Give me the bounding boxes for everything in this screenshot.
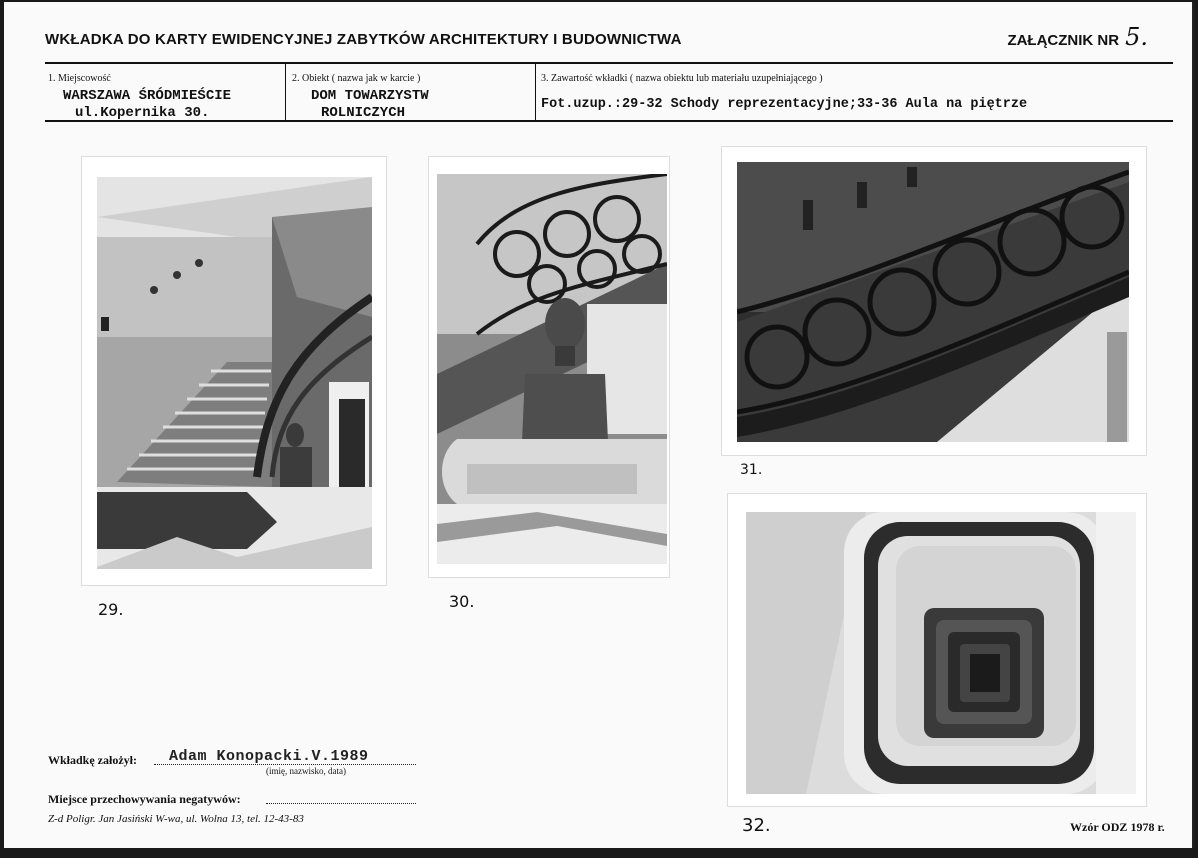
negatives-location-label: Miejsce przechowywania negatywów: [48, 792, 241, 806]
founded-by-hint: (imię, nazwisko, data) [266, 766, 346, 776]
photo-29-caption: 29. [98, 600, 124, 619]
photo-32-stairwell-view [728, 494, 1146, 806]
field-divider [535, 64, 536, 122]
newel-photo-image [437, 174, 667, 564]
negatives-location-line [266, 803, 416, 804]
photo-31-balustrade [722, 147, 1146, 455]
document-title: WKŁADKA DO KARTY EWIDENCYJNEJ ZABYTKÓW ARCHITEKTURY I BUDOWNICTWA [45, 31, 682, 48]
founded-by-label: Wkładkę założył: [48, 753, 137, 767]
stairwell-photo-image [746, 512, 1136, 794]
header-top-rule [45, 62, 1173, 64]
annex-label: ZAŁĄCZNIK NR [1007, 32, 1120, 49]
record-insert-sheet [4, 2, 1194, 848]
object-label: 2. Obiekt ( nazwa jak w karcie ) [292, 73, 421, 84]
object-value-line2: ROLNICZYCH [321, 105, 406, 121]
street-value: ul.Kopernika 30. [75, 105, 210, 121]
locality-label: 1. Miejscowość [48, 73, 111, 84]
form-model-id: Wzór ODZ 1978 r. [1070, 820, 1165, 834]
founded-by-value: Adam Konopacki.V.1989 [169, 748, 369, 765]
contents-value: Fot.uzup.:29-32 Schody reprezentacyjne;33-36 Aula na piętrze [541, 97, 1028, 112]
annex-number [1007, 23, 1148, 51]
printer-imprint: Z-d Poligr. Jan Jasiński W-wa, ul. Wolna 13, tel. 12-43-83 [48, 813, 304, 825]
header-bottom-rule [45, 120, 1173, 122]
object-value-line1: DOM TOWARZYSTW [311, 88, 429, 104]
balustrade-photo-image [737, 162, 1129, 442]
photo-31-caption: 31. [740, 462, 763, 478]
locality-value: WARSZAWA ŚRÓDMIEŚCIE [63, 88, 232, 104]
contents-label: 3. Zawartość wkładki ( nazwa obiektu lub materiału uzupełniającego ) [541, 73, 823, 84]
photo-29-staircase [82, 157, 386, 585]
field-divider [285, 64, 286, 122]
annex-value: 5. [1125, 23, 1148, 51]
photo-32-caption: 32. [742, 815, 771, 836]
photo-30-caption: 30. [449, 592, 475, 611]
photo-30-newel-post [429, 157, 669, 577]
staircase-photo-image [97, 177, 372, 569]
